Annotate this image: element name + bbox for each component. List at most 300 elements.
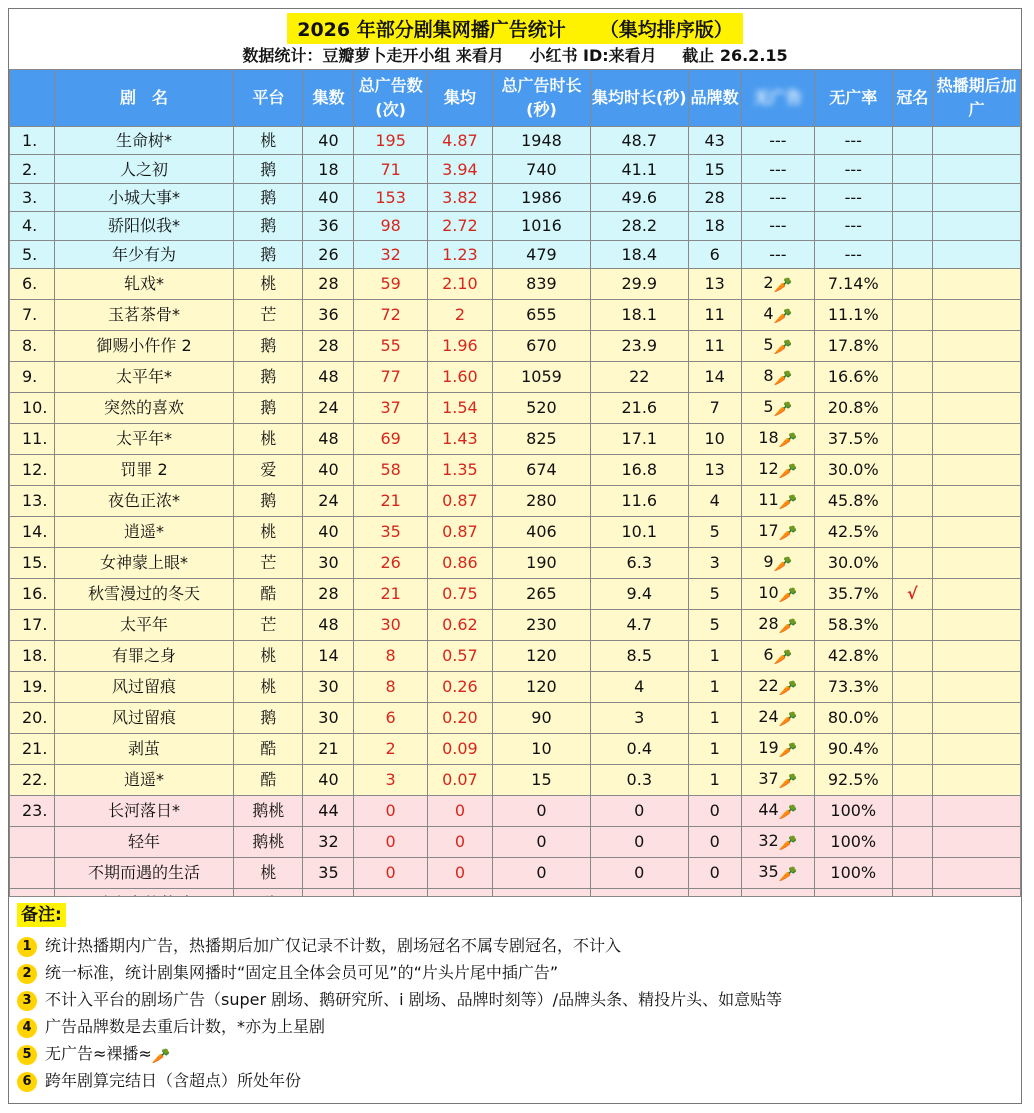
cell-platform: 鹅: [234, 155, 303, 183]
cell-total-ads: 37: [354, 392, 427, 423]
cell-name: 人之初: [54, 155, 233, 183]
cell-sponsor: [892, 240, 933, 268]
table-row: [10, 795, 1021, 826]
cell-name: 罚罪 2: [54, 454, 233, 485]
cell-no-ad: 5🥕: [741, 392, 814, 423]
cell-no-ad: ---: [741, 155, 814, 183]
cell-sponsor: [892, 361, 933, 392]
cell-total-duration: 740: [493, 155, 591, 183]
cell-no-ad-rate: 42.8%: [815, 640, 892, 671]
cell-episodes: 24: [303, 392, 354, 423]
table-row: [10, 212, 1021, 240]
cell-name: 剥茧: [54, 733, 233, 764]
cell-episodes: 32: [303, 826, 354, 857]
cell-name: 风过留痕: [54, 702, 233, 733]
cell-avg-ads: 0.87: [427, 485, 492, 516]
cell-name: 夜色正浓*: [54, 485, 233, 516]
stats-credit: 数据统计：豆瓣萝卜走开小组 来看月: [242, 46, 504, 65]
cell-platform: 桃: [234, 640, 303, 671]
note-6: 6 跨年剧算完结日（含超点）所处年份: [17, 1068, 301, 1094]
cell-platform: 桃: [234, 516, 303, 547]
circled-number-icon: 6: [17, 1072, 37, 1092]
cell-no-ad: 28🥕: [741, 609, 814, 640]
cell-avg-ads: 1.60: [427, 361, 492, 392]
cell-episodes: 30: [303, 702, 354, 733]
cutoff-date: 截止 26.2.15: [682, 46, 788, 65]
carrot-icon: 🥕: [778, 585, 798, 604]
cell-total-ads: 6: [354, 702, 427, 733]
cell-post-airing-ads: [933, 485, 1021, 516]
cell-brands: 5: [688, 516, 741, 547]
cell-no-ad: 5🥕: [741, 330, 814, 361]
cell-avg-ads: 0.20: [427, 702, 492, 733]
cell-platform: 鹅桃: [234, 795, 303, 826]
table-row: [10, 361, 1021, 392]
cell-name: 有罪之身: [54, 640, 233, 671]
table-row: [10, 826, 1021, 857]
table-row: [10, 764, 1021, 795]
cell-post-airing-ads: [933, 361, 1021, 392]
cell-platform: 爱: [234, 454, 303, 485]
cell-total-duration: 839: [493, 268, 591, 299]
cell-platform: 鹅: [234, 183, 303, 211]
cell-no-ad: ---: [741, 240, 814, 268]
cell-total-duration: 0: [493, 857, 591, 888]
cell-total-ads: 35: [354, 516, 427, 547]
ad-stats-table: [9, 69, 1021, 948]
table-row: [10, 392, 1021, 423]
cell-name: 轧戏*: [54, 268, 233, 299]
carrot-icon: 🥕: [778, 864, 798, 883]
carrot-icon: 🥕: [773, 647, 793, 666]
cell-post-airing-ads: [933, 702, 1021, 733]
cell-total-ads: 0: [354, 826, 427, 857]
cell-avg-duration: 23.9: [590, 330, 688, 361]
cell-episodes: 40: [303, 454, 354, 485]
cell-no-ad-rate: 42.5%: [815, 516, 892, 547]
table-row: [10, 516, 1021, 547]
header-no-ad: 无广告: [741, 70, 814, 127]
cell-total-duration: 15: [493, 764, 591, 795]
carrot-icon: 🥕: [773, 554, 793, 573]
cell-avg-duration: 10.1: [590, 516, 688, 547]
cell-avg-duration: 0: [590, 795, 688, 826]
cell-no-ad-rate: 7.14%: [815, 268, 892, 299]
cell-total-ads: 195: [354, 127, 427, 155]
cell-episodes: 48: [303, 361, 354, 392]
cell-brands: 5: [688, 578, 741, 609]
cell-episodes: 30: [303, 547, 354, 578]
cell-avg-duration: 18.4: [590, 240, 688, 268]
cell-no-ad-rate: 73.3%: [815, 671, 892, 702]
header-total-ads: 总广告数(次): [354, 70, 427, 127]
cell-no-ad-rate: ---: [815, 240, 892, 268]
cell-total-ads: 2: [354, 733, 427, 764]
cell-index: 9.: [10, 361, 55, 392]
cell-index: 11.: [10, 423, 55, 454]
carrot-icon: 🥕: [778, 740, 798, 759]
cell-index: [10, 857, 55, 888]
cell-total-ads: 153: [354, 183, 427, 211]
carrot-icon: 🥕: [778, 430, 798, 449]
cell-avg-ads: 1.43: [427, 423, 492, 454]
header-name: 剧 名: [54, 70, 233, 127]
carrot-icon: 🥕: [778, 492, 798, 511]
cell-brands: 15: [688, 155, 741, 183]
cell-total-ads: 77: [354, 361, 427, 392]
cell-episodes: 14: [303, 640, 354, 671]
cell-name: 骄阳似我*: [54, 212, 233, 240]
cell-name: 玉茗茶骨*: [54, 299, 233, 330]
table-row: [10, 299, 1021, 330]
cell-brands: 1: [688, 764, 741, 795]
cell-sponsor: [892, 423, 933, 454]
cell-platform: 桃: [234, 127, 303, 155]
cell-avg-ads: 0.62: [427, 609, 492, 640]
carrot-icon: 🥕: [773, 275, 793, 294]
cell-post-airing-ads: [933, 795, 1021, 826]
cell-brands: 4: [688, 485, 741, 516]
table-row: [10, 454, 1021, 485]
cell-episodes: 28: [303, 268, 354, 299]
cell-no-ad: 32🥕: [741, 826, 814, 857]
table-row: [10, 330, 1021, 361]
cell-episodes: 40: [303, 516, 354, 547]
cell-avg-duration: 0: [590, 826, 688, 857]
cell-total-duration: 520: [493, 392, 591, 423]
cell-brands: 13: [688, 268, 741, 299]
cell-avg-duration: 41.1: [590, 155, 688, 183]
cell-post-airing-ads: [933, 268, 1021, 299]
cell-post-airing-ads: [933, 212, 1021, 240]
cell-sponsor: [892, 155, 933, 183]
cell-avg-duration: 16.8: [590, 454, 688, 485]
cell-total-duration: 1948: [493, 127, 591, 155]
cell-sponsor: [892, 547, 933, 578]
cell-name: 长河落日*: [54, 795, 233, 826]
cell-avg-duration: 48.7: [590, 127, 688, 155]
cell-no-ad: 35🥕: [741, 857, 814, 888]
cell-episodes: 48: [303, 609, 354, 640]
cell-no-ad: 11🥕: [741, 485, 814, 516]
table-row: [10, 423, 1021, 454]
cell-post-airing-ads: [933, 857, 1021, 888]
cell-post-airing-ads: [933, 183, 1021, 211]
cell-no-ad-rate: 30.0%: [815, 454, 892, 485]
note-1: 1 统计热播期内广告，热播期后加广仅记录不计数，剧场冠名不属专剧冠名，不计入: [17, 933, 621, 959]
carrot-icon: 🥕: [778, 523, 798, 542]
table-row: [10, 702, 1021, 733]
cell-sponsor: [892, 268, 933, 299]
cell-brands: 14: [688, 361, 741, 392]
cell-episodes: 35: [303, 857, 354, 888]
cell-sponsor: [892, 640, 933, 671]
cell-avg-ads: 2.72: [427, 212, 492, 240]
cell-total-ads: 0: [354, 857, 427, 888]
cell-no-ad: 2🥕: [741, 268, 814, 299]
cell-total-ads: 0: [354, 795, 427, 826]
header-no-ad-rate: 无广率: [815, 70, 892, 127]
cell-platform: 鹅: [234, 212, 303, 240]
cell-no-ad-rate: 90.4%: [815, 733, 892, 764]
cell-avg-duration: 9.4: [590, 578, 688, 609]
cell-platform: 桃: [234, 671, 303, 702]
cell-index: [10, 826, 55, 857]
cell-episodes: 18: [303, 155, 354, 183]
cell-episodes: 44: [303, 795, 354, 826]
cell-brands: 43: [688, 127, 741, 155]
cell-total-duration: 10: [493, 733, 591, 764]
carrot-icon: 🥕: [773, 337, 793, 356]
note-2: 2 统一标准，统计剧集网播时“固定且全体会员可见”的“片头片尾中插广告”: [17, 960, 558, 986]
cell-sponsor: [892, 857, 933, 888]
cell-total-ads: 3: [354, 764, 427, 795]
cell-avg-ads: 0.87: [427, 516, 492, 547]
cell-no-ad-rate: 80.0%: [815, 702, 892, 733]
cell-avg-duration: 8.5: [590, 640, 688, 671]
cell-avg-ads: 0.57: [427, 640, 492, 671]
header-avg-ads: 集均: [427, 70, 492, 127]
cell-total-duration: 280: [493, 485, 591, 516]
cell-index: 21.: [10, 733, 55, 764]
cell-episodes: 28: [303, 330, 354, 361]
note-5: 5 无广告≈裸播≈🥕: [17, 1041, 171, 1069]
table-row: [10, 640, 1021, 671]
cell-no-ad-rate: 16.6%: [815, 361, 892, 392]
table-row: [10, 547, 1021, 578]
cell-index: 5.: [10, 240, 55, 268]
cell-avg-duration: 21.6: [590, 392, 688, 423]
cell-no-ad-rate: ---: [815, 183, 892, 211]
table-row: [10, 578, 1021, 609]
cell-total-duration: 90: [493, 702, 591, 733]
cell-brands: 6: [688, 240, 741, 268]
cell-post-airing-ads: [933, 155, 1021, 183]
cell-no-ad-rate: 45.8%: [815, 485, 892, 516]
cell-sponsor: [892, 733, 933, 764]
cell-total-duration: 120: [493, 671, 591, 702]
cell-avg-ads: 0.09: [427, 733, 492, 764]
cell-total-duration: 0: [493, 826, 591, 857]
cell-brands: 5: [688, 609, 741, 640]
cell-avg-duration: 28.2: [590, 212, 688, 240]
cell-sponsor: [892, 454, 933, 485]
cell-brands: 18: [688, 212, 741, 240]
cell-platform: 鹅: [234, 485, 303, 516]
cell-brands: 13: [688, 454, 741, 485]
cell-total-duration: 230: [493, 609, 591, 640]
cell-sponsor: [892, 826, 933, 857]
cell-post-airing-ads: [933, 330, 1021, 361]
carrot-icon: 🥕: [773, 306, 793, 325]
cell-name: 生命树*: [54, 127, 233, 155]
cell-sponsor: [892, 330, 933, 361]
header-post-airing-ads: 热播期后加广: [933, 70, 1021, 127]
cell-post-airing-ads: [933, 826, 1021, 857]
cell-avg-ads: 0.75: [427, 578, 492, 609]
carrot-icon: 🥕: [773, 399, 793, 418]
cell-index: 17.: [10, 609, 55, 640]
cell-platform: 鹅: [234, 330, 303, 361]
cell-total-duration: 0: [493, 795, 591, 826]
cell-no-ad-rate: 92.5%: [815, 764, 892, 795]
cell-total-duration: 674: [493, 454, 591, 485]
cell-total-duration: 190: [493, 547, 591, 578]
cell-sponsor: [892, 795, 933, 826]
cell-index: 10.: [10, 392, 55, 423]
header-avg-duration: 集均时长(秒): [590, 70, 688, 127]
cell-index: 3.: [10, 183, 55, 211]
cell-index: 7.: [10, 299, 55, 330]
cell-avg-duration: 18.1: [590, 299, 688, 330]
cell-no-ad: 6🥕: [741, 640, 814, 671]
carrot-icon: 🥕: [778, 802, 798, 821]
table-row: [10, 155, 1021, 183]
circled-number-icon: 2: [17, 964, 37, 984]
cell-name: 轻年: [54, 826, 233, 857]
carrot-icon: 🥕: [778, 709, 798, 728]
circled-number-icon: 1: [17, 937, 37, 957]
cell-brands: 3: [688, 547, 741, 578]
subtitle: [9, 43, 1021, 69]
cell-episodes: 24: [303, 485, 354, 516]
cell-total-ads: 98: [354, 212, 427, 240]
cell-total-duration: 1016: [493, 212, 591, 240]
cell-episodes: 26: [303, 240, 354, 268]
cell-no-ad: 19🥕: [741, 733, 814, 764]
circled-number-icon: 4: [17, 1018, 37, 1038]
cell-index: 2.: [10, 155, 55, 183]
table-row: [10, 240, 1021, 268]
cell-no-ad: 4🥕: [741, 299, 814, 330]
cell-index: 16.: [10, 578, 55, 609]
cell-no-ad-rate: 37.5%: [815, 423, 892, 454]
cell-platform: 鹅: [234, 702, 303, 733]
cell-total-ads: 26: [354, 547, 427, 578]
cell-total-duration: 120: [493, 640, 591, 671]
carrot-icon: 🥕: [151, 1047, 171, 1065]
cell-platform: 鹅桃: [234, 826, 303, 857]
cell-total-ads: 8: [354, 671, 427, 702]
header-episodes: 集数: [303, 70, 354, 127]
cell-post-airing-ads: [933, 640, 1021, 671]
cell-name: 风过留痕: [54, 671, 233, 702]
cell-total-duration: 1059: [493, 361, 591, 392]
cell-post-airing-ads: [933, 392, 1021, 423]
cell-total-duration: 655: [493, 299, 591, 330]
cell-no-ad: ---: [741, 212, 814, 240]
cell-no-ad: 37🥕: [741, 764, 814, 795]
cell-index: 12.: [10, 454, 55, 485]
cell-post-airing-ads: [933, 609, 1021, 640]
carrot-icon: 🥕: [778, 616, 798, 635]
cell-index: 1.: [10, 127, 55, 155]
cell-brands: 0: [688, 826, 741, 857]
cell-avg-duration: 4.7: [590, 609, 688, 640]
cell-brands: 1: [688, 733, 741, 764]
cell-total-duration: 406: [493, 516, 591, 547]
cell-avg-duration: 6.3: [590, 547, 688, 578]
cell-avg-ads: 1.96: [427, 330, 492, 361]
cell-post-airing-ads: [933, 299, 1021, 330]
cell-no-ad: 22🥕: [741, 671, 814, 702]
notes-title: 备注:: [17, 903, 66, 927]
cell-no-ad: 18🥕: [741, 423, 814, 454]
cell-avg-ads: 2: [427, 299, 492, 330]
cell-sponsor: [892, 183, 933, 211]
cell-no-ad: 8🥕: [741, 361, 814, 392]
cell-brands: 11: [688, 330, 741, 361]
cell-sponsor: [892, 671, 933, 702]
notes-section: [9, 896, 1021, 1103]
cell-no-ad: 10🥕: [741, 578, 814, 609]
cell-name: 不期而遇的生活: [54, 857, 233, 888]
cell-avg-ads: 0.26: [427, 671, 492, 702]
cell-post-airing-ads: [933, 547, 1021, 578]
cell-no-ad-rate: 20.8%: [815, 392, 892, 423]
cell-platform: 芒: [234, 547, 303, 578]
cell-no-ad: 17🥕: [741, 516, 814, 547]
cell-episodes: 28: [303, 578, 354, 609]
table-row: [10, 857, 1021, 888]
cell-avg-ads: 0.86: [427, 547, 492, 578]
cell-no-ad: 12🥕: [741, 454, 814, 485]
carrot-icon: 🥕: [778, 771, 798, 790]
cell-platform: 桃: [234, 423, 303, 454]
cell-avg-ads: 3.94: [427, 155, 492, 183]
cell-avg-ads: 1.54: [427, 392, 492, 423]
cell-no-ad-rate: 35.7%: [815, 578, 892, 609]
cell-brands: 1: [688, 640, 741, 671]
cell-avg-duration: 17.1: [590, 423, 688, 454]
cell-index: 14.: [10, 516, 55, 547]
cell-no-ad: ---: [741, 127, 814, 155]
cell-index: 19.: [10, 671, 55, 702]
cell-avg-ads: 1.35: [427, 454, 492, 485]
cell-avg-duration: 49.6: [590, 183, 688, 211]
cell-platform: 酷: [234, 764, 303, 795]
cell-platform: 芒: [234, 609, 303, 640]
cell-total-ads: 59: [354, 268, 427, 299]
cell-platform: 酷: [234, 578, 303, 609]
note-3: 3 不计入平台的剧场广告（super 剧场、鹅研究所、i 剧场、品牌时刻等）/品牌头条、精投片头、如意贴等: [17, 987, 782, 1013]
cell-avg-ads: 0: [427, 795, 492, 826]
cell-post-airing-ads: [933, 423, 1021, 454]
cell-avg-ads: 1.23: [427, 240, 492, 268]
cell-sponsor: [892, 485, 933, 516]
carrot-icon: 🥕: [778, 678, 798, 697]
cell-name: 秋雪漫过的冬天: [54, 578, 233, 609]
cell-total-ads: 55: [354, 330, 427, 361]
cell-post-airing-ads: [933, 516, 1021, 547]
cell-brands: 0: [688, 857, 741, 888]
table-row: [10, 127, 1021, 155]
title-main: 2026 年部分剧集网播广告统计: [297, 19, 566, 41]
cell-no-ad-rate: 100%: [815, 795, 892, 826]
cell-avg-duration: 0: [590, 857, 688, 888]
cell-name: 太平年*: [54, 361, 233, 392]
cell-brands: 11: [688, 299, 741, 330]
cell-platform: 桃: [234, 268, 303, 299]
cell-episodes: 21: [303, 733, 354, 764]
carrot-icon: 🥕: [778, 833, 798, 852]
cell-sponsor: [892, 578, 933, 609]
note-4: 4 广告品牌数是去重后计数，*亦为上星剧: [17, 1014, 325, 1040]
cell-index: 22.: [10, 764, 55, 795]
cell-total-ads: 58: [354, 454, 427, 485]
cell-no-ad-rate: 17.8%: [815, 330, 892, 361]
cell-sponsor: [892, 702, 933, 733]
